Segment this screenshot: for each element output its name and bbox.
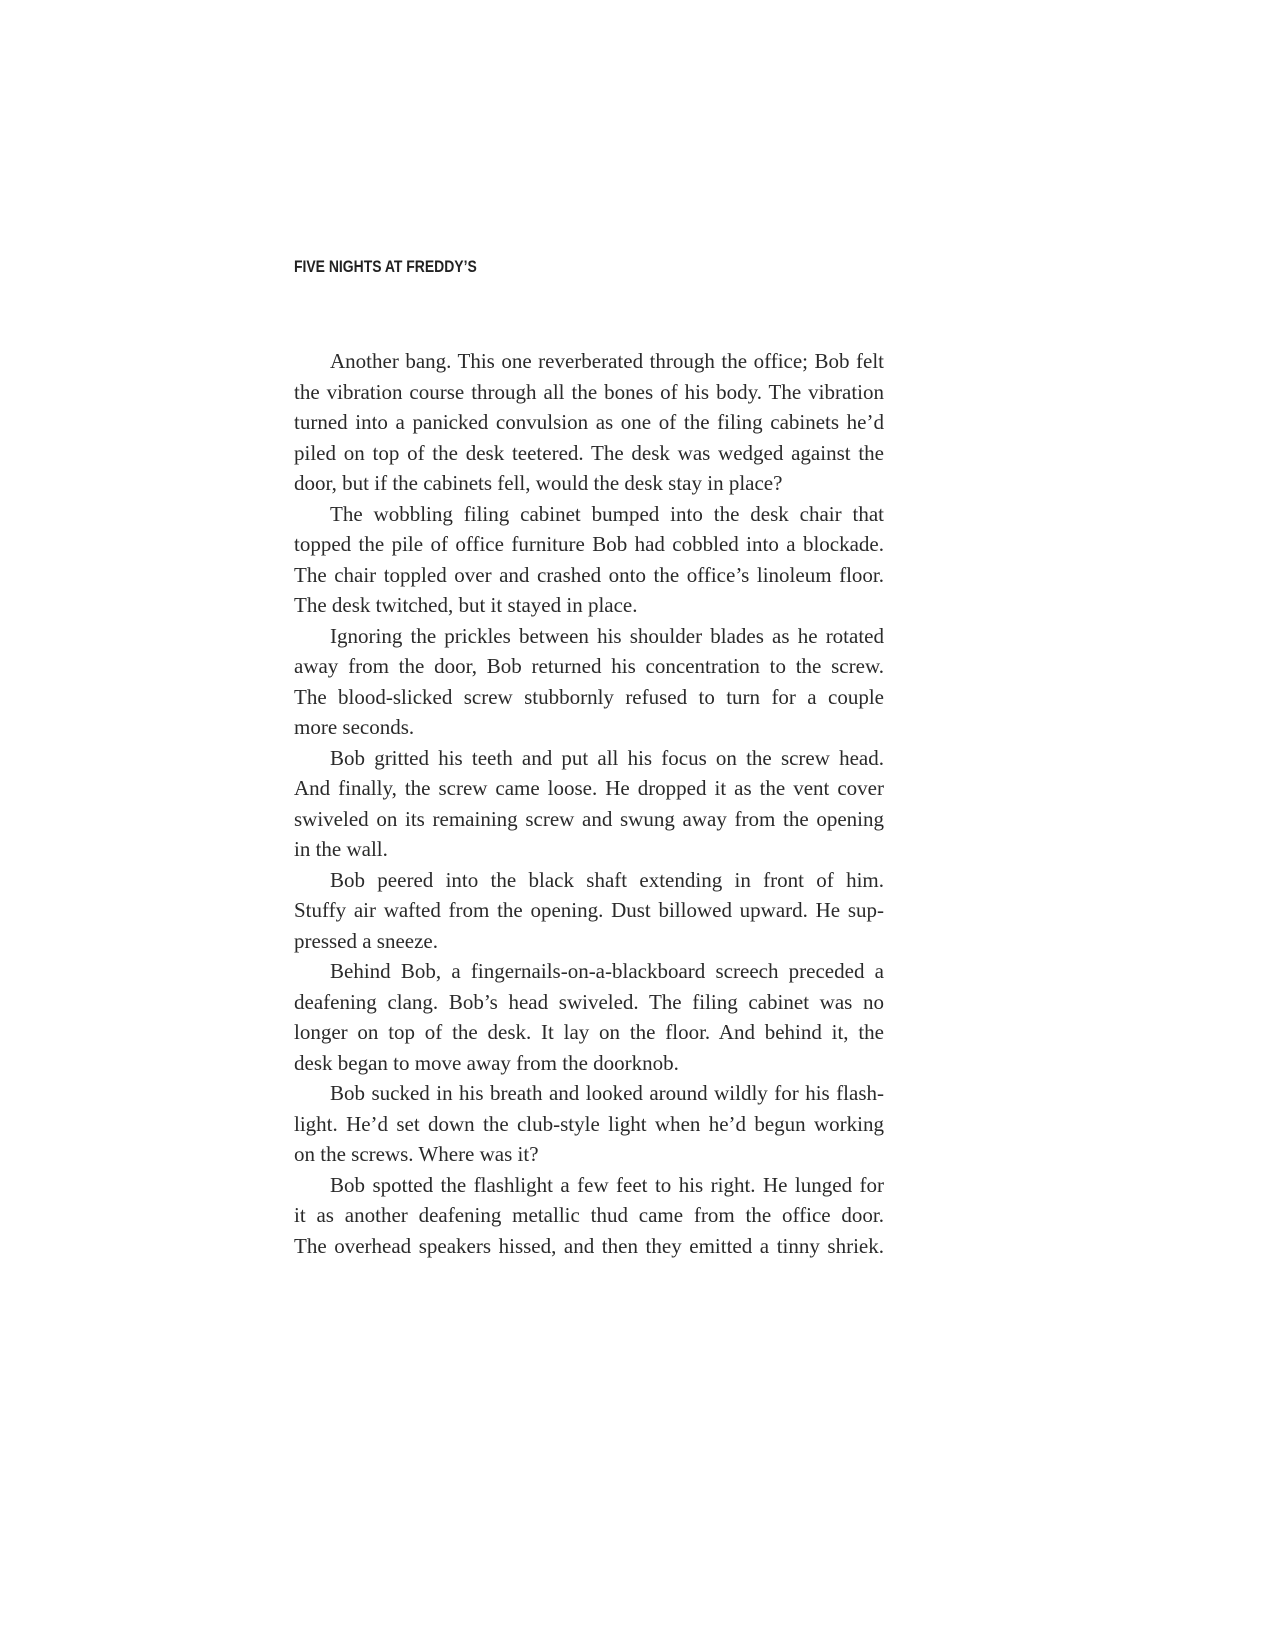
text-line: desk began to move away from the doorknob. <box>294 1050 679 1075</box>
text-line: Bob spotted the flashlight a few feet to his right. He lunged for <box>330 1172 884 1197</box>
text-line: in the wall. <box>294 837 388 861</box>
paragraph <box>294 1078 884 1170</box>
text-line: longer on top of the desk. It lay on the floor. And behind it, the <box>294 1020 884 1044</box>
text-line: Another bang. This one reverberated through the office; Bob felt <box>330 349 884 373</box>
text-line: Bob peered into the black shaft extending in front of him. <box>330 867 884 892</box>
text-line: topped the pile of office furniture Bob had cobbled into a blockade. <box>294 532 884 556</box>
paragraph <box>294 346 884 499</box>
text-line: more seconds. <box>294 715 415 739</box>
paragraph <box>294 621 884 743</box>
text-line: Stuffy air wafted from the opening. Dust billowed upward. He sup- <box>294 898 884 922</box>
text-line: deafening clang. Bob’s head swiveled. The filing cabinet was no <box>294 989 884 1014</box>
text-line: light. He’d set down the club-style light when he’d begun working <box>294 1111 884 1136</box>
text-line: The overhead speakers hissed, and then they emitted a tinny shriek. <box>294 1233 884 1258</box>
text-line: Bob gritted his teeth and put all his focus on the screw head. <box>330 745 884 770</box>
text-line: The blood-slicked screw stubbornly refused to turn for a couple <box>294 684 884 709</box>
text-line: The desk twitched, but it stayed in place. <box>294 593 638 617</box>
text-line: The chair toppled over and crashed onto the office’s linoleum floor. <box>294 562 884 587</box>
paragraph <box>294 499 884 621</box>
text-line: turned into a panicked convulsion as one of the filing cabinets he’d <box>294 410 884 434</box>
text-line: on the screws. Where was it? <box>294 1142 539 1166</box>
text-line: away from the door, Bob returned his concentration to the screw. <box>294 654 884 678</box>
text-line: Bob sucked in his breath and looked around wildly for his flash- <box>330 1081 884 1105</box>
paragraph <box>294 1170 884 1262</box>
text-line: door, but if the cabinets fell, would the desk stay in place? <box>294 471 783 495</box>
paragraph <box>294 956 884 1078</box>
text-line: it as another deafening metallic thud came from the office door. <box>294 1203 884 1227</box>
text-line: The wobbling filing cabinet bumped into the desk chair that <box>330 501 884 526</box>
paragraph <box>294 743 884 865</box>
text-line: piled on top of the desk teetered. The desk was wedged against the <box>294 440 884 465</box>
text-line: Behind Bob, a fingernails-on-a-blackboard screech preceded a <box>330 959 884 983</box>
running-head: FIVE NIGHTS AT FREDDY’S <box>294 257 477 276</box>
text-line: the vibration course through all the bones of his body. The vibration <box>294 379 884 404</box>
text-line: pressed a sneeze. <box>294 928 439 953</box>
body-text <box>294 346 884 1261</box>
text-line: Ignoring the prickles between his shoulder blades as he rotated <box>330 623 884 648</box>
paragraph <box>294 865 884 957</box>
text-line: swiveled on its remaining screw and swung away from the opening <box>294 806 884 831</box>
text-line: And finally, the screw came loose. He dropped it as the vent cover <box>294 776 884 800</box>
